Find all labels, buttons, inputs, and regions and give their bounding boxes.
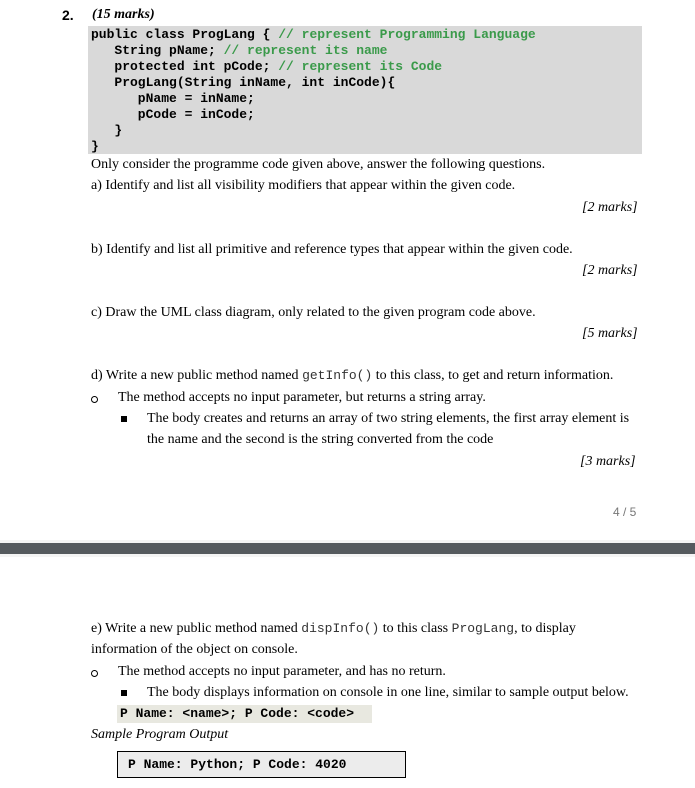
code-line: ProgLang(String inName, int inCode){ — [91, 75, 396, 90]
code-line: } — [91, 139, 99, 154]
part-d-bullet-1: The method accepts no input parameter, but returns a string array. — [118, 390, 486, 405]
part-a-marks: [2 marks] — [582, 200, 638, 215]
code-line: protected int pCode; // represent its Code — [91, 59, 443, 74]
page-separator — [0, 540, 695, 557]
part-e-bullet-1: The method accepts no input parameter, and has no return. — [118, 664, 446, 679]
question-number: 2. — [62, 7, 74, 23]
part-b-marks: [2 marks] — [582, 263, 638, 278]
code-line: } — [91, 123, 123, 138]
part-c-text: c) Draw the UML class diagram, only related to the given program code above. — [91, 305, 536, 320]
part-d-text: d) Write a new public method named getInfo() to this class, to get and return information. — [91, 368, 614, 383]
method-name: dispInfo() — [301, 621, 380, 636]
part-e-text-line-2: information of the object on console. — [91, 642, 298, 657]
class-name: ProgLang — [451, 621, 515, 636]
page-number: 4 / 5 — [613, 505, 637, 519]
part-d-bullet-2-line-2: the name and the second is the string converted from the code — [147, 432, 494, 447]
part-b-text: b) Identify and list all primitive and reference types that appear within the given code. — [91, 242, 573, 257]
intro-text: Only consider the programme code given above, answer the following questions. — [91, 157, 546, 172]
part-c-marks: [5 marks] — [582, 326, 638, 341]
code-block — [88, 26, 642, 154]
code-line: public class ProgLang { // represent Programming Language — [91, 27, 536, 42]
square-bullet-icon — [121, 416, 127, 422]
part-d-bullet-2-line-1: The body creates and returns an array of two string elements, the first array element is — [147, 411, 630, 426]
part-a-text: a) Identify and list all visibility modifiers that appear within the given code. — [91, 178, 516, 193]
sample-output-label: Sample Program Output — [91, 727, 229, 742]
method-name: getInfo() — [302, 368, 373, 383]
part-e-bullet-2: The body displays information on console in one line, similar to sample output below. — [147, 685, 629, 700]
part-e-text: e) Write a new public method named dispInfo() to this class ProgLang, to display — [91, 621, 576, 636]
code-line: pCode = inCode; — [91, 107, 255, 122]
question-marks: (15 marks) — [92, 7, 155, 22]
square-bullet-icon — [121, 690, 127, 696]
sample-output-box: P Name: Python; P Code: 4020 — [117, 751, 406, 778]
code-line: String pName; // represent its name — [91, 43, 388, 58]
output-format: P Name: <name>; P Code: <code> — [117, 705, 372, 723]
circle-bullet-icon — [91, 396, 98, 403]
part-d-marks: [3 marks] — [580, 454, 636, 469]
page-separator-bar — [0, 543, 695, 554]
circle-bullet-icon — [91, 670, 98, 677]
code-line: pName = inName; — [91, 91, 255, 106]
